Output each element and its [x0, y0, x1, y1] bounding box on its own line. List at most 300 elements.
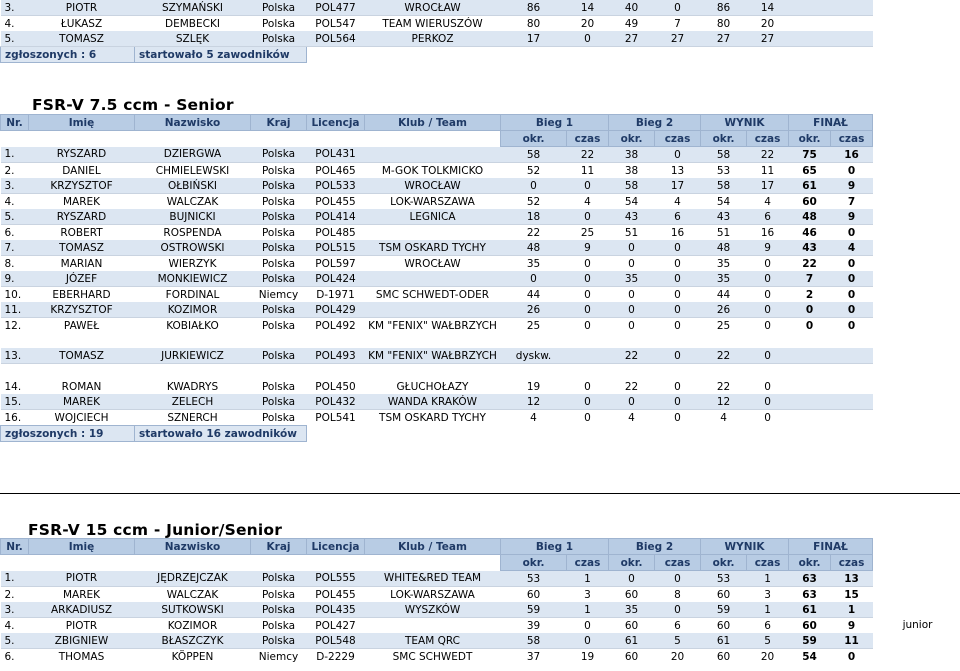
nr-cell: 2. — [4, 164, 15, 177]
table-row — [1, 302, 960, 318]
table-row — [1, 410, 960, 426]
last-name-cell: KWADRYS — [166, 380, 219, 393]
table-row — [1, 240, 960, 256]
started-count: startowało 16 zawodników — [135, 426, 307, 442]
note-cell — [873, 147, 960, 163]
final-time-cell: 7 — [847, 195, 856, 208]
summary-row — [1, 47, 960, 63]
run1-laps-cell: 80 — [526, 17, 541, 30]
table-row — [1, 225, 960, 241]
first-name-cell: THOMAS — [58, 650, 105, 663]
country-cell: Polska — [251, 209, 307, 225]
result-laps-cell: 25 — [716, 319, 731, 332]
nr-cell: 15. — [1, 394, 29, 410]
run2-time-cell: 0 — [655, 147, 701, 163]
subheader-okr: okr. — [789, 555, 831, 571]
first-name-cell: TOMASZ — [29, 31, 135, 47]
final-time-cell: 0 — [831, 271, 873, 287]
result-laps-cell: 48 — [701, 240, 747, 256]
result-time-cell: 0 — [747, 302, 789, 318]
final-laps-cell: 60 — [802, 619, 817, 632]
run1-laps-cell: 44 — [526, 288, 541, 301]
header-klub: Klub / Team — [365, 539, 501, 555]
last-name-cell: ROSPENDA — [163, 226, 222, 239]
run2-time-cell: 7 — [674, 17, 681, 30]
result-laps-cell: 12 — [701, 394, 747, 410]
run2-laps-cell: 60 — [624, 650, 639, 663]
run2-time-cell: 0 — [655, 602, 701, 618]
run2-time-cell: 13 — [670, 164, 685, 177]
nr-cell: 12. — [4, 319, 22, 332]
final-laps-cell — [789, 16, 831, 32]
license-cell: POL555 — [307, 571, 365, 587]
subheader-okr: okr. — [701, 131, 747, 147]
first-name-cell: MAREK — [29, 394, 135, 410]
last-name-cell: JURKIEWICZ — [135, 348, 251, 364]
registered-count: zgłoszonych : 6 — [1, 47, 135, 63]
header-blank — [873, 539, 960, 555]
note-cell — [873, 302, 960, 318]
run2-time-cell: 0 — [655, 394, 701, 410]
final-laps-cell — [789, 394, 831, 410]
result-time-cell: 0 — [747, 394, 789, 410]
first-name-cell: WOJCIECH — [54, 411, 109, 424]
final-laps-cell: 75 — [789, 147, 831, 163]
blank-row — [1, 333, 960, 348]
result-laps-cell: 44 — [716, 288, 731, 301]
nr-cell: 11. — [1, 302, 29, 318]
country-cell: Polska — [251, 394, 307, 410]
run2-time-cell: 0 — [674, 411, 681, 424]
final-time-cell — [831, 16, 873, 32]
last-name-cell: WIERZYK — [168, 257, 217, 270]
final-laps-cell: 60 — [802, 195, 817, 208]
license-cell: POL548 — [307, 633, 365, 649]
result-time-cell: 22 — [747, 147, 789, 163]
run2-laps-cell: 0 — [628, 319, 635, 332]
country-cell: Niemcy — [258, 288, 299, 301]
last-name-cell: KOZIMOR — [167, 619, 218, 632]
license-cell: POL429 — [307, 302, 365, 318]
license-cell: POL424 — [307, 271, 365, 287]
run2-time-cell: 0 — [655, 302, 701, 318]
run2-time-cell: 6 — [655, 209, 701, 225]
result-laps-cell: 35 — [701, 271, 747, 287]
summary-blank — [307, 426, 960, 442]
table-row — [1, 379, 960, 394]
table-row — [1, 163, 960, 179]
subheader-czas: czas — [655, 555, 701, 571]
run2-time-cell: 0 — [674, 257, 681, 270]
nr-cell: 4. — [4, 195, 15, 208]
run2-laps-cell: 35 — [609, 602, 655, 618]
table-row — [1, 348, 960, 364]
run2-laps-cell: 27 — [609, 31, 655, 47]
subheader-okr: okr. — [789, 131, 831, 147]
first-name-cell: MARIAN — [60, 257, 103, 270]
run1-time-cell: 4 — [584, 195, 591, 208]
country-cell: Polska — [261, 411, 296, 424]
subheader-blank — [251, 131, 307, 147]
license-cell: POL477 — [307, 0, 365, 16]
header-wynik: WYNIK — [701, 115, 789, 131]
license-cell: POL450 — [315, 380, 356, 393]
final-laps-cell: 22 — [802, 257, 817, 270]
table-row — [1, 618, 960, 634]
last-name-cell: JĘDRZEJCZAK — [135, 571, 251, 587]
final-time-cell — [831, 0, 873, 16]
first-name-cell: ARKADIUSZ — [29, 602, 135, 618]
header-bieg2: Bieg 2 — [609, 539, 701, 555]
run1-laps-cell: 59 — [501, 602, 567, 618]
run1-time-cell: 0 — [584, 619, 591, 632]
note-cell — [873, 410, 960, 426]
run2-time-cell: 0 — [674, 319, 681, 332]
result-time-cell: 20 — [760, 650, 775, 663]
run1-time-cell: 25 — [580, 226, 595, 239]
senior-title: FSR-V 7.5 ccm - Senior — [32, 96, 234, 114]
final-time-cell: 0 — [847, 226, 856, 239]
first-name-cell: RYSZARD — [29, 147, 135, 163]
run2-time-cell: 20 — [670, 650, 685, 663]
country-cell: Polska — [261, 319, 296, 332]
note-cell — [873, 225, 960, 241]
run1-time-cell: 0 — [584, 319, 591, 332]
final-laps-cell — [789, 348, 831, 364]
result-laps-cell: 58 — [701, 178, 747, 194]
run1-time-cell: 19 — [580, 650, 595, 663]
club-cell: WHITE&RED TEAM — [365, 571, 501, 587]
final-time-cell: 9 — [831, 178, 873, 194]
nr-cell: 1. — [1, 571, 29, 587]
run2-time-cell: 16 — [670, 226, 685, 239]
result-laps-cell: 59 — [701, 602, 747, 618]
final-time-cell: 0 — [831, 302, 873, 318]
final-time-cell — [831, 379, 873, 394]
final-laps-cell: 65 — [802, 164, 817, 177]
result-time-cell: 0 — [747, 348, 789, 364]
note-cell — [873, 348, 960, 364]
run1-laps-cell: 18 — [501, 209, 567, 225]
result-laps-cell: 58 — [701, 147, 747, 163]
run1-time-cell: 0 — [567, 271, 609, 287]
header-nr: Nr. — [1, 539, 29, 555]
note-cell — [873, 256, 960, 272]
run1-time-cell: 0 — [567, 633, 609, 649]
license-cell: POL493 — [307, 348, 365, 364]
run2-time-cell: 0 — [655, 240, 701, 256]
first-name-cell: MAREK — [62, 195, 101, 208]
note-cell — [873, 209, 960, 225]
club-cell: TEAM QRC — [365, 633, 501, 649]
header-klub: Klub / Team — [365, 115, 501, 131]
first-name-cell: JÓZEF — [29, 271, 135, 287]
subheader-blank — [873, 131, 960, 147]
result-time-cell: 0 — [764, 319, 771, 332]
subheader-blank — [873, 555, 960, 571]
run1-time-cell: 20 — [580, 17, 595, 30]
country-cell: Polska — [251, 147, 307, 163]
country-cell: Polska — [251, 0, 307, 16]
last-name-cell: FORDINAL — [165, 288, 220, 301]
note-cell — [873, 0, 960, 16]
license-cell: POL435 — [307, 602, 365, 618]
result-laps-cell: 22 — [716, 380, 731, 393]
note-cell — [873, 287, 960, 303]
country-cell: Polska — [251, 633, 307, 649]
run1-time-cell: 22 — [567, 147, 609, 163]
run2-laps-cell: 61 — [609, 633, 655, 649]
note-cell — [873, 602, 960, 618]
result-laps-cell: 27 — [701, 31, 747, 47]
top-section — [0, 0, 960, 63]
result-time-cell: 16 — [760, 226, 775, 239]
club-cell: M-GOK TOLKMICKO — [381, 164, 484, 177]
table-row — [1, 571, 960, 587]
subheader-czas: czas — [747, 131, 789, 147]
club-cell: LOK-WARSZAWA — [390, 588, 475, 601]
run2-time-cell: 17 — [655, 178, 701, 194]
country-cell: Polska — [251, 178, 307, 194]
run1-laps-cell: 39 — [526, 619, 541, 632]
nr-cell: 5. — [1, 31, 29, 47]
first-name-cell: RYSZARD — [29, 209, 135, 225]
club-cell: TEAM WIERUSZÓW — [382, 17, 483, 30]
final-laps-cell — [789, 31, 831, 47]
result-time-cell: 20 — [760, 17, 775, 30]
table-row — [1, 256, 960, 272]
final-time-cell: 15 — [844, 588, 859, 601]
nr-cell: 14. — [4, 380, 22, 393]
result-laps-cell: 51 — [716, 226, 731, 239]
subheader-blank — [135, 555, 251, 571]
subheader-okr: okr. — [609, 131, 655, 147]
run2-time-cell: 4 — [674, 195, 681, 208]
license-cell: POL597 — [315, 257, 356, 270]
table-row — [1, 633, 960, 649]
header-nazwisko: Nazwisko — [135, 539, 251, 555]
subheader-blank — [1, 131, 29, 147]
run1-laps-cell: 26 — [501, 302, 567, 318]
run1-time-cell: 0 — [567, 302, 609, 318]
club-cell: WROCŁAW — [404, 257, 461, 270]
subheader-blank — [307, 131, 365, 147]
final-laps-cell: 61 — [789, 602, 831, 618]
nr-cell: 6. — [4, 226, 15, 239]
result-laps-cell: 54 — [716, 195, 731, 208]
run2-laps-cell: 38 — [624, 164, 639, 177]
run2-laps-cell: 51 — [624, 226, 639, 239]
run1-laps-cell: 48 — [501, 240, 567, 256]
blank-cell — [1, 364, 960, 380]
club-cell: WYSZKÓW — [365, 602, 501, 618]
run2-laps-cell: 58 — [609, 178, 655, 194]
run2-time-cell: 0 — [655, 0, 701, 16]
header-row — [1, 115, 960, 131]
run2-laps-cell: 60 — [624, 588, 639, 601]
country-cell: Polska — [251, 302, 307, 318]
final-time-cell: 0 — [847, 257, 856, 270]
note-cell — [873, 271, 960, 287]
run2-laps-cell: 38 — [609, 147, 655, 163]
club-cell: WROCŁAW — [365, 0, 501, 16]
run1-laps-cell: 37 — [526, 650, 541, 663]
table-row — [1, 271, 960, 287]
last-name-cell: BUJNICKI — [135, 209, 251, 225]
first-name-cell: KRZYSZTOF — [29, 178, 135, 194]
result-time-cell: 0 — [747, 271, 789, 287]
last-name-cell: BŁASZCZYK — [135, 633, 251, 649]
subheader-czas: czas — [567, 555, 609, 571]
nr-cell: 8. — [4, 257, 15, 270]
nr-cell: 5. — [1, 633, 29, 649]
final-laps-cell: 7 — [789, 271, 831, 287]
run2-time-cell: 6 — [674, 619, 681, 632]
run2-laps-cell: 22 — [624, 380, 639, 393]
first-name-cell: KRZYSZTOF — [29, 302, 135, 318]
final-laps-cell — [789, 410, 831, 426]
club-cell — [365, 302, 501, 318]
nr-cell: 16. — [4, 411, 22, 424]
nr-cell: 10. — [4, 288, 22, 301]
subheader-blank — [29, 131, 135, 147]
club-cell — [365, 271, 501, 287]
last-name-cell: CHMIELEWSKI — [155, 164, 230, 177]
final-time-cell: 0 — [847, 650, 856, 663]
result-time-cell: 14 — [747, 0, 789, 16]
run1-time-cell: 0 — [584, 380, 591, 393]
run1-time-cell: 0 — [584, 411, 591, 424]
junior-results-table — [0, 538, 960, 664]
run2-laps-cell: 0 — [628, 257, 635, 270]
table-row — [1, 587, 960, 603]
final-laps-cell: 63 — [789, 571, 831, 587]
nr-cell: 9. — [1, 271, 29, 287]
last-name-cell: SUTKOWSKI — [135, 602, 251, 618]
club-cell: SMC SCHWEDT-ODER — [375, 288, 490, 301]
result-laps-cell: 43 — [701, 209, 747, 225]
result-laps-cell: 61 — [701, 633, 747, 649]
club-cell: KM "FENIX" WAŁBRZYCH — [365, 348, 501, 364]
final-time-cell — [831, 410, 873, 426]
final-time-cell — [831, 31, 873, 47]
first-name-cell: TOMASZ — [29, 240, 135, 256]
result-time-cell: 1 — [747, 602, 789, 618]
run1-time-cell: 0 — [584, 257, 591, 270]
club-cell — [365, 618, 501, 634]
table-row — [1, 394, 960, 410]
nr-cell: 3. — [1, 0, 29, 16]
final-laps-cell — [789, 0, 831, 16]
result-laps-cell: 22 — [701, 348, 747, 364]
final-laps-cell — [789, 379, 831, 394]
run1-time-cell: 0 — [567, 31, 609, 47]
run2-time-cell: 0 — [674, 380, 681, 393]
subheader-blank — [307, 555, 365, 571]
club-cell: WANDA KRAKÓW — [365, 394, 501, 410]
table-row — [1, 318, 960, 334]
nr-cell: 2. — [4, 588, 15, 601]
final-laps-cell: 59 — [789, 633, 831, 649]
result-laps-cell: 80 — [716, 17, 731, 30]
header-wynik: WYNIK — [701, 539, 789, 555]
last-name-cell: DZIERGWA — [135, 147, 251, 163]
run2-time-cell: 0 — [655, 271, 701, 287]
blank-cell — [1, 333, 960, 348]
table-row — [1, 209, 960, 225]
club-cell: WROCŁAW — [365, 178, 501, 194]
subheader-row — [1, 555, 960, 571]
subheader-okr: okr. — [701, 555, 747, 571]
final-time-cell: 16 — [831, 147, 873, 163]
club-cell — [365, 225, 501, 241]
senior-results-table — [0, 114, 960, 442]
country-cell: Niemcy — [258, 650, 299, 663]
result-time-cell: 27 — [747, 31, 789, 47]
result-time-cell: 0 — [764, 380, 771, 393]
table-row — [1, 287, 960, 303]
result-laps-cell: 26 — [701, 302, 747, 318]
final-laps-cell: 0 — [805, 319, 814, 332]
run2-laps-cell: 0 — [628, 288, 635, 301]
subheader-okr: okr. — [609, 555, 655, 571]
table-row — [1, 649, 960, 665]
run1-laps-cell: 52 — [526, 164, 541, 177]
started-count: startowało 5 zawodników — [135, 47, 307, 63]
country-cell: Polska — [261, 257, 296, 270]
club-cell: TSM OSKARD TYCHY — [379, 411, 486, 424]
note-cell — [873, 318, 960, 334]
run2-time-cell: 5 — [655, 633, 701, 649]
note-cell — [873, 194, 960, 210]
final-time-cell: 0 — [847, 164, 856, 177]
run2-time-cell: 0 — [655, 348, 701, 364]
nr-cell: 7. — [1, 240, 29, 256]
note-cell — [873, 31, 960, 47]
header-final: FINAŁ — [789, 539, 873, 555]
run2-laps-cell: 60 — [624, 619, 639, 632]
run1-time-cell: 3 — [584, 588, 591, 601]
run1-laps-cell: 0 — [501, 178, 567, 194]
result-laps-cell: 60 — [716, 588, 731, 601]
header-kraj: Kraj — [251, 115, 307, 131]
country-cell: Polska — [261, 17, 296, 30]
final-laps-cell: 54 — [802, 650, 817, 663]
run1-laps-cell: 25 — [526, 319, 541, 332]
first-name-cell: PIOTR — [65, 619, 98, 632]
final-laps-cell: 63 — [802, 588, 817, 601]
license-cell: POL492 — [315, 319, 356, 332]
license-cell: POL515 — [307, 240, 365, 256]
license-cell: POL427 — [315, 619, 356, 632]
header-licencja: Licencja — [307, 539, 365, 555]
nr-cell: 1. — [1, 147, 29, 163]
run1-laps-cell: 0 — [501, 271, 567, 287]
run1-laps-cell: 4 — [530, 411, 537, 424]
last-name-cell: SZNERCH — [167, 411, 218, 424]
run1-time-cell: 9 — [567, 240, 609, 256]
country-cell: Polska — [251, 31, 307, 47]
license-cell: POL547 — [315, 17, 356, 30]
final-time-cell: 4 — [831, 240, 873, 256]
result-time-cell: 6 — [764, 619, 771, 632]
license-cell: POL455 — [315, 195, 356, 208]
last-name-cell: WALCZAK — [166, 195, 219, 208]
country-cell: Polska — [251, 240, 307, 256]
first-name-cell: PAWEŁ — [63, 319, 100, 332]
run1-laps-cell: 12 — [501, 394, 567, 410]
country-cell: Polska — [251, 571, 307, 587]
